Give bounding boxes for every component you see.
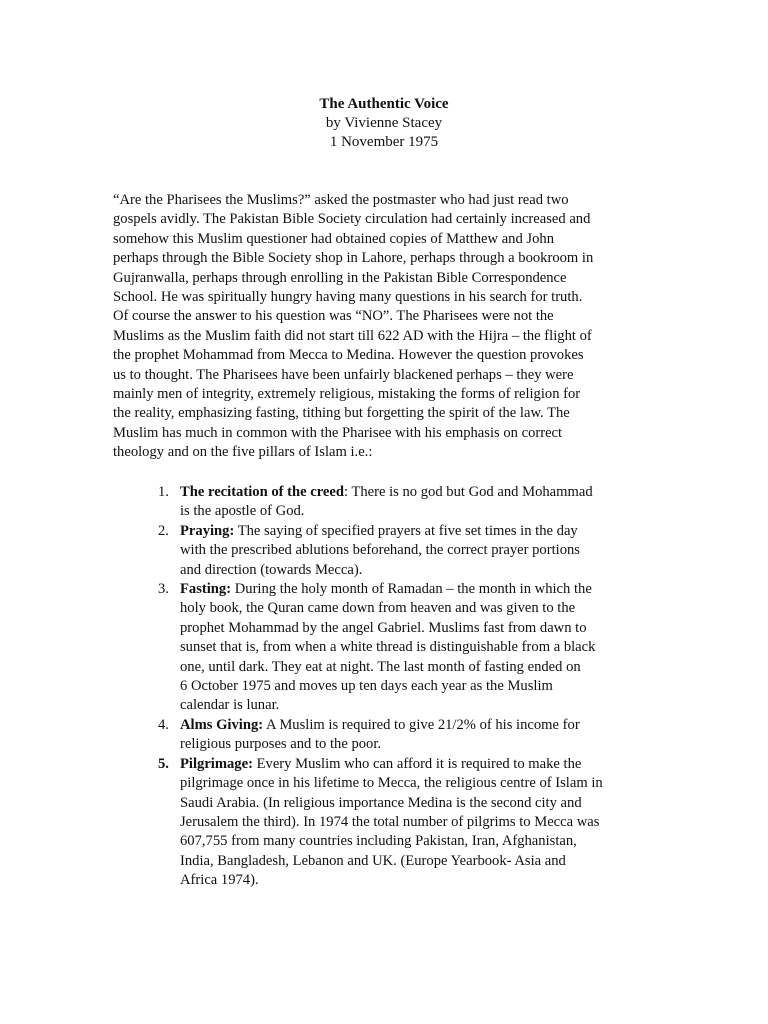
list-number: 4. bbox=[158, 716, 169, 733]
document-header bbox=[0, 95, 768, 152]
list-item-line: one, until dark. They eat at night. The last month of fasting ended on bbox=[180, 658, 581, 675]
paragraph-line: Of course the answer to his question was “NO”. The Pharisees were not the bbox=[113, 308, 554, 325]
list-item-term: Praying: bbox=[180, 522, 235, 539]
paragraph-line: “Are the Pharisees the Muslims?” asked the postmaster who had just read two bbox=[113, 192, 569, 208]
list-item-text: A Muslim is required to give 21/2% of his income for bbox=[263, 716, 580, 733]
paragraph-line: perhaps through the Bible Society shop in Lahore, perhaps through a bookroom in bbox=[113, 250, 594, 267]
list-item-line: religious purposes and to the poor. bbox=[180, 736, 382, 753]
list-item-pilgrimage bbox=[113, 755, 673, 891]
list-item-term: Alms Giving: bbox=[180, 716, 264, 733]
list-number: 3. bbox=[158, 581, 169, 598]
list-item-line: Saudi Arabia. (In religious importance Medina is the second city and bbox=[180, 794, 582, 811]
list-item-term: Fasting: bbox=[180, 581, 232, 598]
list-item-text: During the holy month of Ramadan – the month in which the bbox=[231, 581, 592, 598]
paragraph-line: mainly men of integrity, extremely religious, mistaking the forms of religion for bbox=[113, 386, 581, 403]
paragraph-line: gospels avidly. The Pakistan Bible Society circulation had certainly increased and bbox=[113, 211, 591, 228]
list-item-creed bbox=[113, 483, 673, 522]
list-number: 2. bbox=[158, 522, 169, 539]
list-item-text: The saying of specified prayers at five set times in the day bbox=[234, 522, 578, 539]
list-item-alms-giving bbox=[113, 716, 673, 755]
paragraph-line: School. He was spiritually hungry having many questions in his search for truth. bbox=[113, 289, 583, 306]
list-item-term: The recitation of the creed bbox=[180, 484, 345, 500]
list-item-line: pilgrimage once in his lifetime to Mecca, the religious centre of Islam in bbox=[180, 775, 603, 792]
intro-paragraph bbox=[113, 191, 643, 463]
list-item-line: prophet Mohammad by the angel Gabriel. Muslims fast from dawn to bbox=[180, 619, 587, 636]
document-date: 1 November 1975 bbox=[329, 134, 439, 150]
list-item-line: is the apostle of God. bbox=[180, 503, 305, 520]
paragraph-line: somehow this Muslim questioner had obtained copies of Matthew and John bbox=[113, 230, 554, 247]
list-item-praying bbox=[113, 522, 673, 580]
list-item-fasting bbox=[113, 580, 673, 716]
list-item-line: India, Bangladesh, Lebanon and UK. (Europe Yearbook- Asia and bbox=[180, 852, 566, 869]
list-item-first-line bbox=[180, 716, 673, 735]
list-item-line: Jerusalem the third). In 1974 the total number of pilgrims to Mecca was bbox=[180, 813, 600, 830]
list-item-first-line bbox=[180, 483, 673, 502]
list-item-line: sunset that is, from when a white thread is distinguishable from a black bbox=[180, 639, 596, 656]
list-item-text: Every Muslim who can afford it is required to make the bbox=[252, 755, 582, 772]
paragraph-line: the prophet Mohammad from Mecca to Medina. However the question provokes bbox=[113, 347, 584, 364]
list-item-line: 607,755 from many countries including Pakistan, Iran, Afghanistan, bbox=[180, 833, 577, 850]
list-item-text: : There is no god but God and Mohammad bbox=[344, 484, 593, 500]
list-item-term: Pilgrimage: bbox=[180, 755, 253, 772]
paragraph-line: Muslims as the Muslim faith did not start till 622 AD with the Hijra – the flight of bbox=[113, 327, 592, 344]
paragraph-line: Muslim has much in common with the Pharisee with his emphasis on correct bbox=[113, 424, 563, 441]
paragraph-line: Gujranwalla, perhaps through enrolling in the Pakistan Bible Correspondence bbox=[113, 269, 567, 286]
list-number: 1. bbox=[158, 484, 169, 500]
document-title: The Authentic Voice bbox=[319, 96, 449, 112]
list-item-first-line bbox=[180, 755, 673, 774]
list-item-line: Africa 1974). bbox=[180, 872, 259, 889]
list-number: 5. bbox=[158, 755, 169, 772]
paragraph-line: us to thought. The Pharisees have been unfairly blackened perhaps – they were bbox=[113, 366, 574, 383]
author-byline: by Vivienne Stacey bbox=[325, 115, 443, 131]
list-item-line: 6 October 1975 and moves up ten days each year as the Muslim bbox=[180, 678, 553, 695]
pillars-list bbox=[113, 483, 673, 891]
list-item-first-line bbox=[180, 522, 673, 541]
list-item-line: calendar is lunar. bbox=[180, 697, 280, 714]
list-item-first-line bbox=[180, 580, 673, 599]
list-item-line: with the prescribed ablutions beforehand, the correct prayer portions bbox=[180, 542, 580, 559]
paragraph-line: theology and on the five pillars of Islam i.e.: bbox=[113, 444, 373, 461]
paragraph-line: the reality, emphasizing fasting, tithing but forgetting the spirit of the law. The bbox=[113, 405, 570, 422]
list-item-line: holy book, the Quran came down from heaven and was given to the bbox=[180, 600, 576, 617]
list-item-line: and direction (towards Mecca). bbox=[180, 561, 363, 578]
